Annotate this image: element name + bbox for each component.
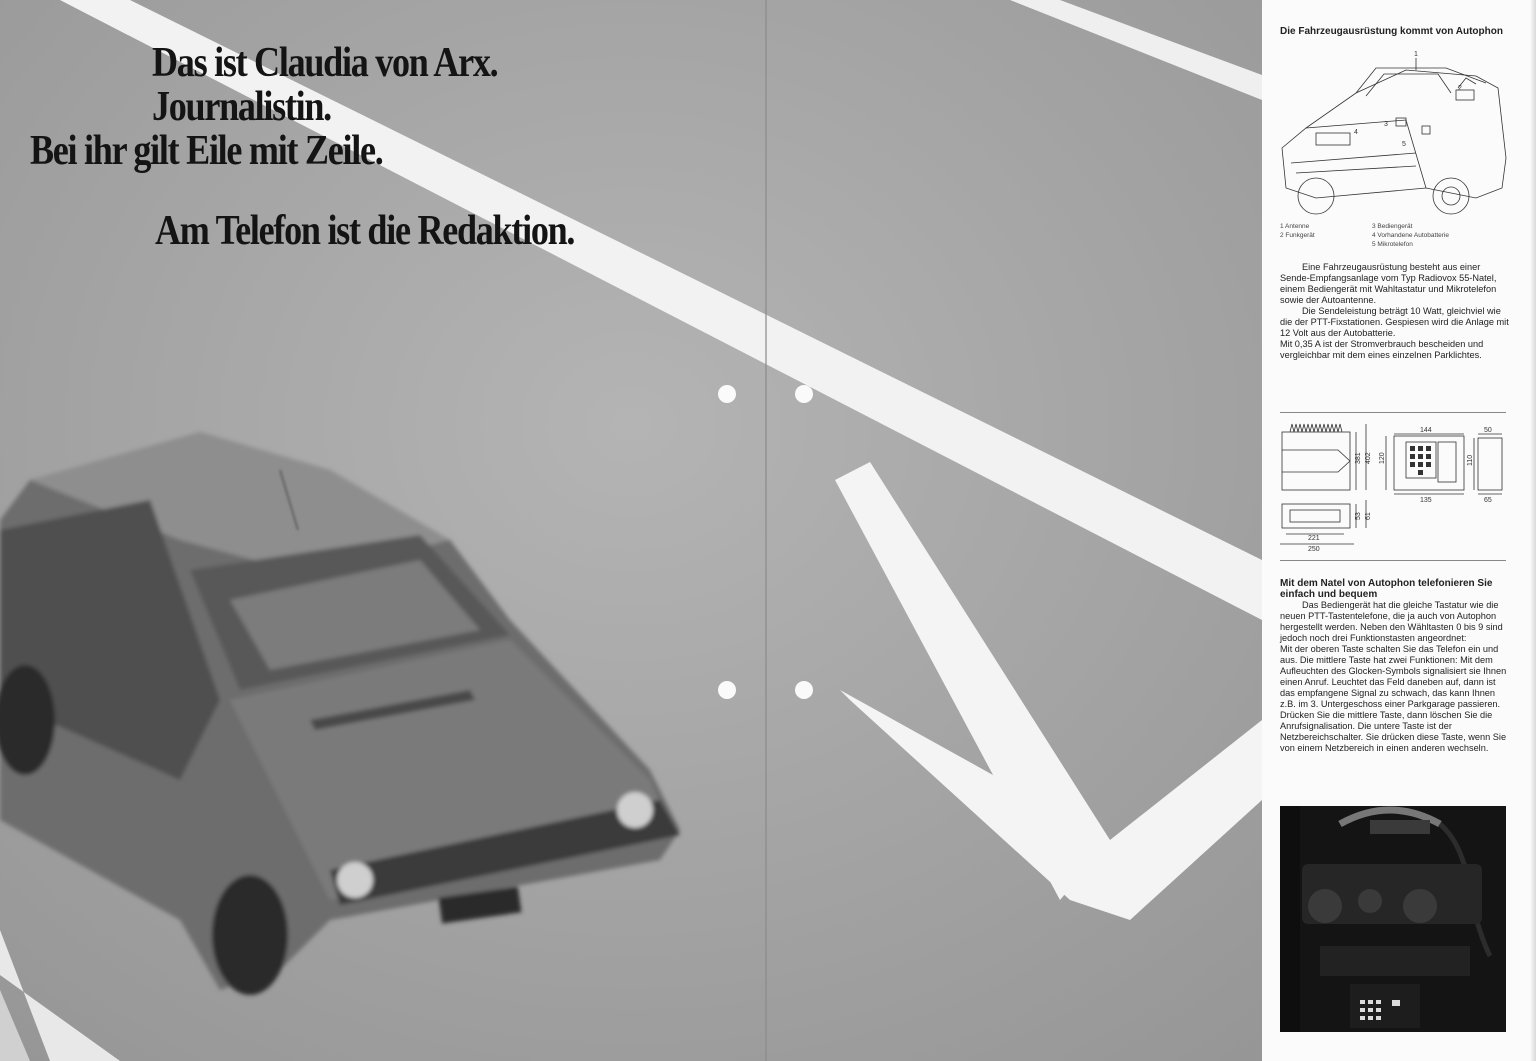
- info-sidebar: [1262, 0, 1536, 1061]
- equipment-description: [1280, 262, 1510, 361]
- headline-line-1: Das ist Claudia von Arx.: [152, 40, 498, 86]
- dimension-label: 144: [1420, 427, 1432, 434]
- diagram-number: 1: [1414, 51, 1418, 58]
- dimension-label: 135: [1420, 497, 1432, 504]
- dimension-label: 221: [1308, 535, 1320, 542]
- dimension-label: 402: [1365, 452, 1372, 464]
- dimension-label: 53: [1355, 512, 1362, 520]
- car-equipment-diagram: [1276, 48, 1516, 218]
- headline-line-3: Bei ihr gilt Eile mit Zeile.: [30, 128, 383, 174]
- page-edge: [1530, 0, 1536, 1061]
- equipment-title: Die Fahrzeugausrüstung kommt von Autophon: [1280, 26, 1503, 37]
- paragraph: Das Bediengerät hat die gleiche Tastatur wie die neuen PTT-Tastentelefone, die ja auch von Autophon hergestellt werden. Neben den Wähltasten 0 bis 9 sind jedoch noch drei Funktionstasten angeordnet:: [1280, 600, 1503, 643]
- diagram-number: 2: [1458, 85, 1462, 92]
- dimension-label: 65: [1484, 497, 1492, 504]
- dimension-label: 120: [1379, 452, 1386, 464]
- diagram-number: 5: [1402, 141, 1406, 148]
- paragraph: Eine Fahrzeugausrüstung besteht aus einer Sende-Empfangsanlage vom Typ Radiovox 55-Natel, einem Bediengerät mit Wahltastatur und Mikrotelefon sowie der Autoantenne.: [1280, 262, 1497, 305]
- dimension-label: 61: [1365, 512, 1372, 520]
- dimension-label: 50: [1484, 427, 1492, 434]
- paragraph: Mit 0,35 A ist der Stromverbrauch bescheiden und vergleichbar mit dem eines einzelnen Parklichtes.: [1280, 339, 1484, 360]
- natel-title: Mit dem Natel von Autophon telefonieren Sie einfach und bequem: [1280, 578, 1493, 600]
- dimension-drawings: [1278, 416, 1508, 556]
- diagram-number: 3: [1384, 121, 1388, 128]
- legend-left: 1 Antenne 2 Funkgerät: [1280, 223, 1315, 239]
- diagram-number: 4: [1354, 129, 1358, 136]
- legend-right: 3 Bediengerät 4 Vorhandene Autobatterie 5 Mikrotelefon: [1372, 223, 1449, 248]
- dashboard-photo: [1280, 806, 1506, 1032]
- divider: [1280, 412, 1506, 413]
- paragraph: Die Sendeleistung beträgt 10 Watt, gleichviel wie die der PTT-Fixstationen. Gespiesen wird die Anlage mit 12 Volt aus der Autobatterie.: [1280, 306, 1509, 338]
- dimension-label: 381: [1355, 452, 1362, 464]
- headline-line-2: Journalistin.: [152, 84, 331, 130]
- divider: [1280, 560, 1506, 561]
- paragraph: Mit der oberen Taste schalten Sie das Telefon ein und aus. Die mittlere Taste hat zwei Funktionen: Mit dem Aufleuchten des Glocken-Symbols signalisiert sie Ihnen einen Anruf. Leuchtet das Feld daneben auf, dann ist das empfangene Signal zu schwach, das kann Ihnen z.B. im 3. Untergeschoss einer Parkgarage passieren. Drücken Sie die mittlere Taste, dann löschen Sie die Anrufsignalisation. Die untere Taste ist der Netzbereichschalter. Sie drücken diese Taste, wenn Sie von einem Netzbereich in einen anderen wechseln.: [1280, 644, 1507, 753]
- dimension-label: 250: [1308, 546, 1320, 553]
- dimension-label: 110: [1467, 454, 1474, 466]
- headline-line-4: Am Telefon ist die Redaktion.: [155, 208, 575, 254]
- natel-description: [1280, 600, 1510, 754]
